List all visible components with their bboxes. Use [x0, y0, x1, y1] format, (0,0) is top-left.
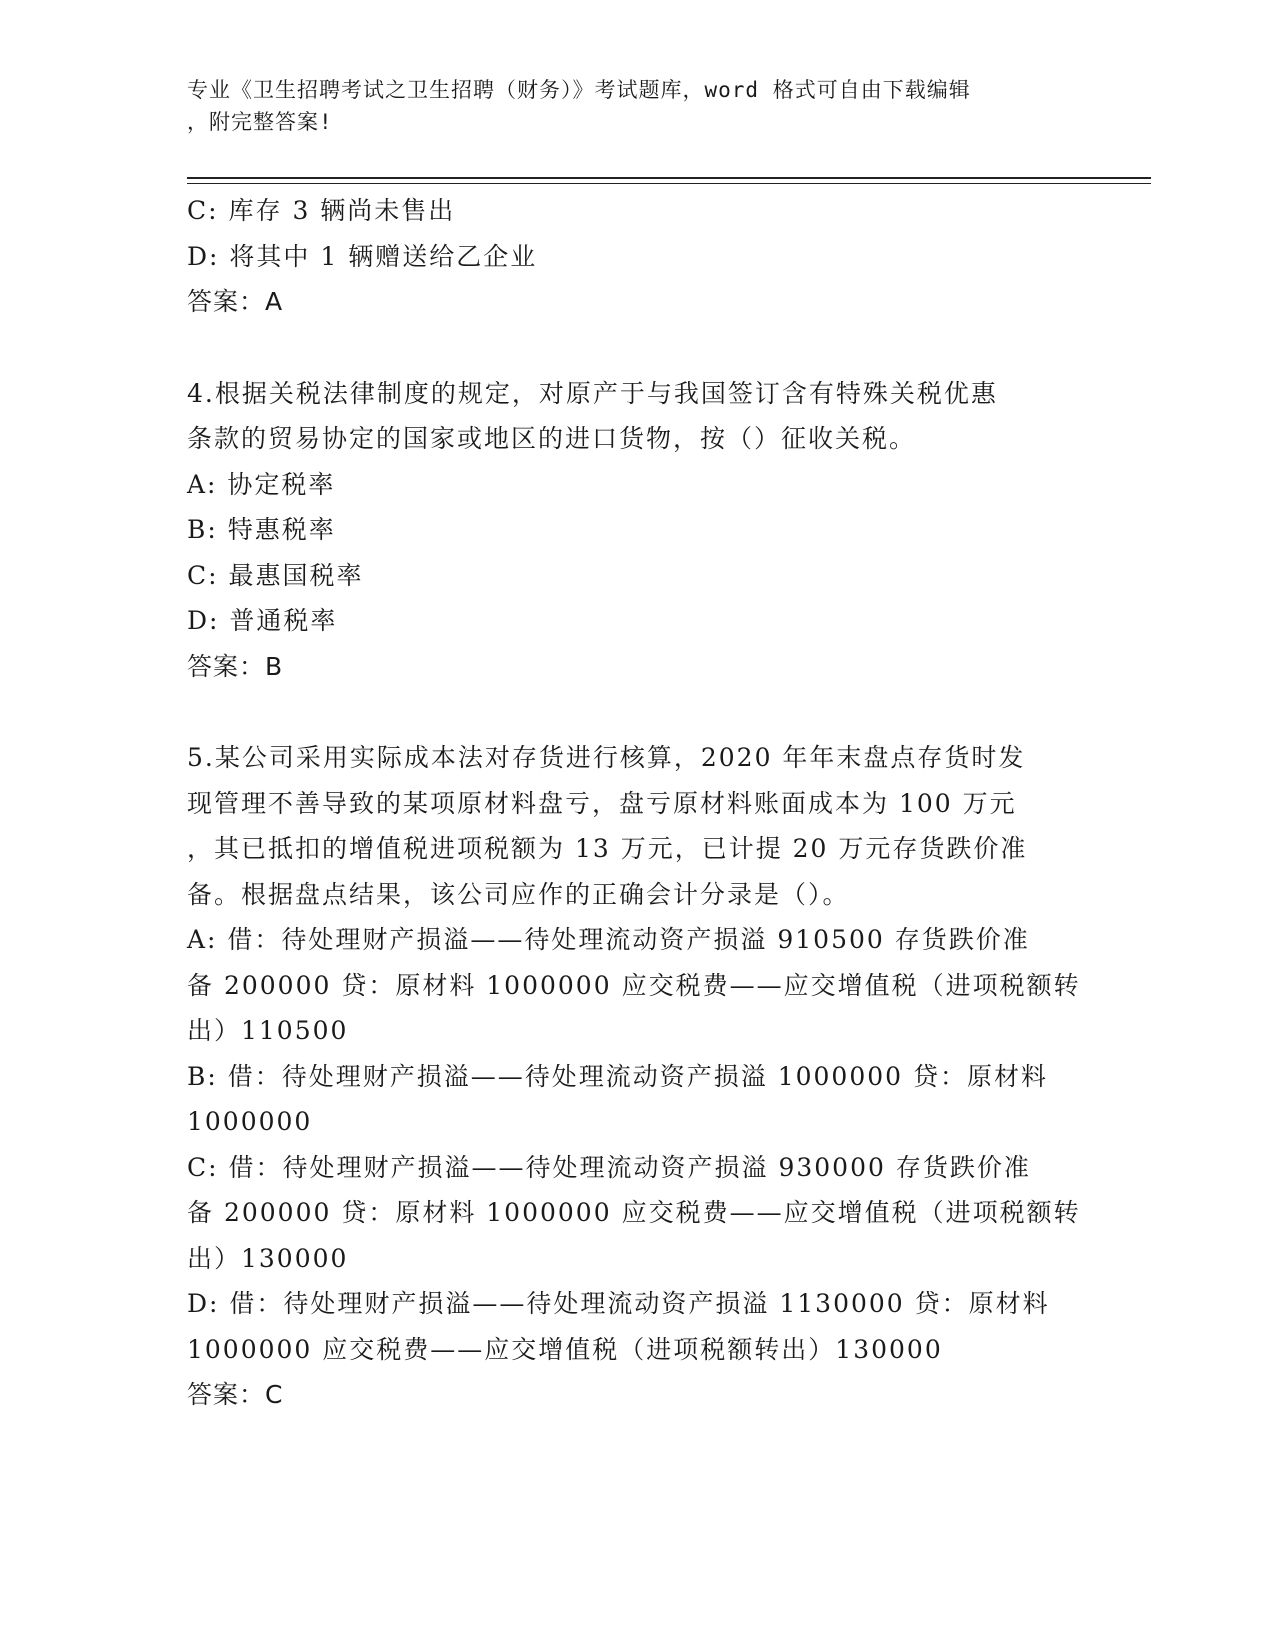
- q4-option-d: D: 普通税率: [187, 606, 338, 635]
- question-5: [187, 735, 1081, 1418]
- q4-option-c: C: 最惠国税率: [187, 560, 364, 590]
- q5-option-c-line-1: C: 借：待处理财产损溢——待处理流动资产损溢 930000 存货跌价准: [187, 1152, 1031, 1182]
- q5-stem-line-2: 现管理不善导致的某项原材料盘亏，盘亏原材料账面成本为 100 万元: [187, 788, 1017, 818]
- q4-option-a: A: 协定税率: [187, 469, 336, 499]
- q5-option-b-line-2: 1000000: [187, 1107, 313, 1136]
- q3-option-c: C: 库存 3 辆尚未售出: [187, 196, 456, 225]
- header-line-1: 专业《卫生招聘考试之卫生招聘（财务）》考试题库，word 格式可自由下载编辑: [187, 78, 971, 102]
- q4-answer: 答案：B: [187, 651, 284, 681]
- q5-answer: 答案：C: [187, 1380, 284, 1409]
- q5-option-d-line-2: 1000000 应交税费——应交增值税（进项税额转出）130000: [187, 1334, 943, 1364]
- page-header: [187, 74, 1067, 138]
- q5-option-a-line-1: A: 借：待处理财产损溢——待处理流动资产损溢 910500 存货跌价准: [187, 925, 1030, 954]
- q4-stem-line-2: 条款的贸易协定的国家或地区的进口货物，按（）征收关税。: [187, 424, 917, 453]
- header-line-2: ，附完整答案!: [187, 110, 333, 134]
- q5-option-a-line-3: 出）110500: [187, 1016, 349, 1045]
- question-3-tail: [187, 188, 1077, 325]
- q4-option-b: B: 特惠税率: [187, 515, 336, 544]
- q5-option-c-line-3: 出）130000: [187, 1243, 349, 1273]
- q4-stem-line-1: 4.根据关税法律制度的规定，对原产于与我国签订含有特殊关税优惠: [187, 378, 998, 408]
- q5-option-d-line-1: D: 借：待处理财产损溢——待处理流动资产损溢 1130000 贷：原材料: [187, 1289, 1050, 1318]
- question-4: [187, 371, 1077, 690]
- q5-option-b-line-1: B: 借：待处理财产损溢——待处理流动资产损溢 1000000 贷：原材料: [187, 1061, 1048, 1091]
- spacer: [187, 325, 1077, 371]
- header-rule-thick: [187, 177, 1151, 179]
- document-body: [187, 188, 1081, 1418]
- spacer: [187, 689, 1077, 735]
- q5-option-a-line-2: 备 200000 贷：原材料 1000000 应交税费——应交增值税（进项税额转: [187, 970, 1081, 1000]
- header-rule-thin: [187, 183, 1151, 184]
- q5-option-c-line-2: 备 200000 贷：原材料 1000000 应交税费——应交增值税（进项税额转: [187, 1198, 1081, 1227]
- q5-stem-line-1: 5.某公司采用实际成本法对存货进行核算，2020 年年末盘点存货时发: [187, 743, 1026, 772]
- q3-option-d: D: 将其中 1 辆赠送给乙企业: [187, 241, 538, 271]
- q3-answer: 答案：A: [187, 287, 284, 316]
- q5-stem-line-4: 备。根据盘点结果，该公司应作的正确会计分录是（）。: [187, 879, 850, 909]
- q5-stem-line-3: ，其已抵扣的增值税进项税额为 13 万元，已计提 20 万元存货跌价准: [187, 834, 1028, 863]
